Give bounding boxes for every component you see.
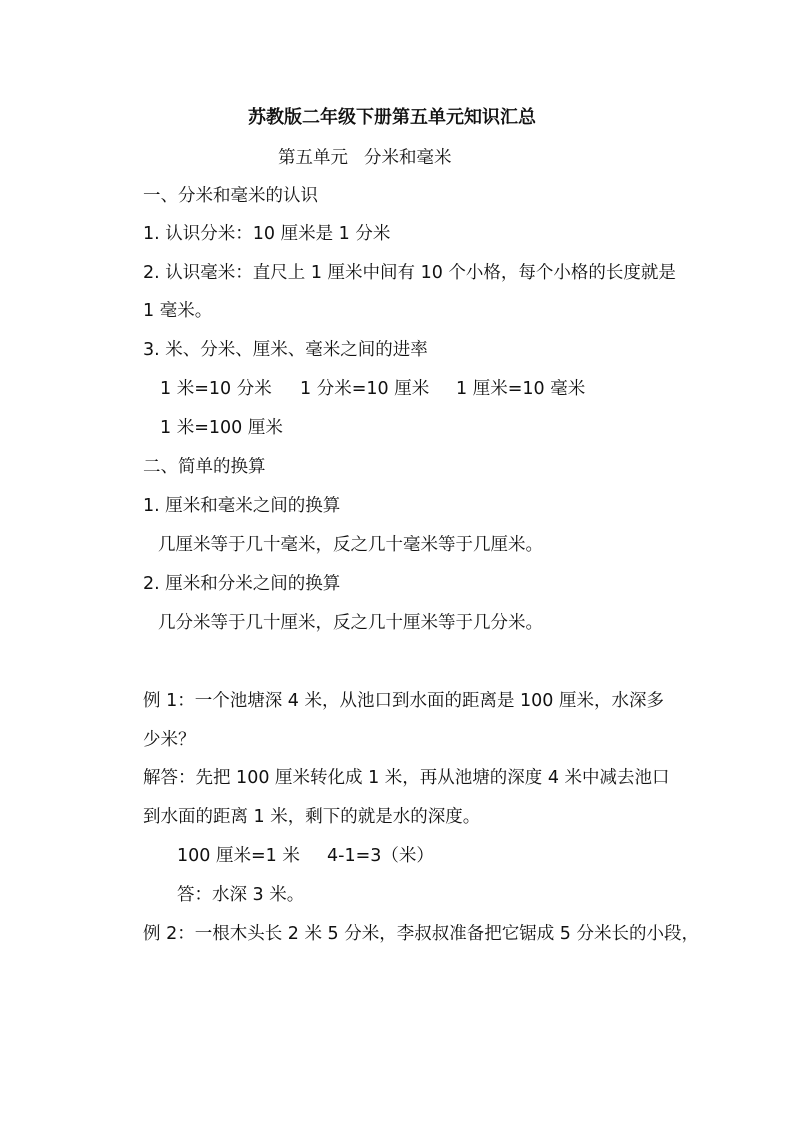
rate-meter-decimeter: 1 米=10 分米 xyxy=(160,379,272,399)
section2-heading: 二、简单的换算 xyxy=(143,457,266,477)
section2-item2: 2. 厘米和分米之间的换算 xyxy=(143,574,341,594)
example1-line1: 例 1：一个池塘深 4 米，从池口到水面的距离是 100 厘米，水深多 xyxy=(143,691,664,711)
unit-subtitle xyxy=(278,146,452,170)
example2-line1: 例 2：一根木头长 2 米 5 分米，李叔叔准备把它锯成 5 分米长的小段， xyxy=(143,924,699,944)
calculation-conversion: 100 厘米=1 米 xyxy=(177,846,300,866)
rate-meter-centimeter: 1 米=100 厘米 xyxy=(160,418,283,438)
section2-item1: 1. 厘米和毫米之间的换算 xyxy=(143,496,341,516)
section1-item1: 1. 认识分米：10 厘米是 1 分米 xyxy=(143,224,391,244)
unit-subtitle-text: 第五单元 分米和毫米 xyxy=(278,148,452,168)
section2-item2-text: 几分米等于几十厘米，反之几十厘米等于几分米。 xyxy=(158,613,543,633)
section1-heading: 一、分米和毫米的认识 xyxy=(143,186,318,206)
section1-item2-line1: 2. 认识毫米：直尺上 1 厘米中间有 10 个小格，每个小格的长度就是 xyxy=(143,263,676,283)
example1-line2: 少米？ xyxy=(143,730,196,750)
rate-centimeter-millimeter: 1 厘米=10 毫米 xyxy=(456,379,586,399)
final-answer: 答：水深 3 米。 xyxy=(177,885,305,905)
section1-item2-line2: 1 毫米。 xyxy=(143,301,213,321)
rate-decimeter-centimeter: 1 分米=10 厘米 xyxy=(300,379,430,399)
document-title: 苏教版二年级下册第五单元知识汇总 xyxy=(248,107,536,128)
section2-item1-text: 几厘米等于几十毫米，反之几十毫米等于几厘米。 xyxy=(158,535,543,555)
answer-line1: 解答：先把 100 厘米转化成 1 米，再从池塘的深度 4 米中减去池口 xyxy=(143,768,670,788)
calculation-subtraction: 4-1=3（米） xyxy=(327,846,434,866)
section1-item3: 3. 米、分米、厘米、毫米之间的进率 xyxy=(143,340,428,360)
answer-line2: 到水面的距离 1 米，剩下的就是水的深度。 xyxy=(143,807,481,827)
